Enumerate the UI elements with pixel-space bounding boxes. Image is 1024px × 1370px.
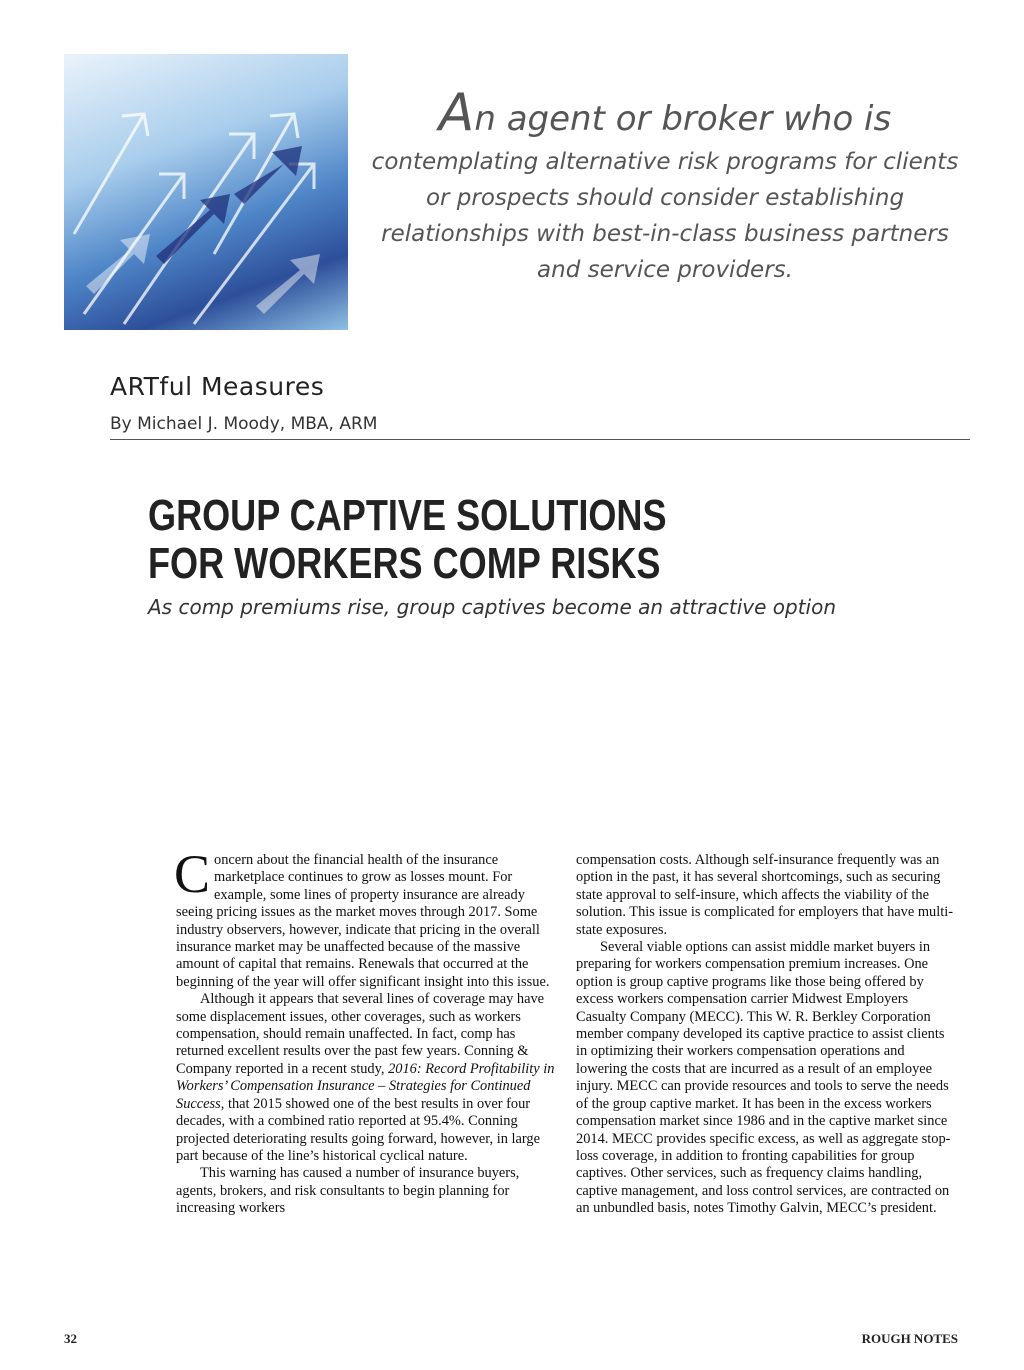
page-number: 32: [64, 1331, 77, 1346]
body-column-left: [174, 844, 556, 1218]
byline: By Michael J. Moody, MBA, ARM: [110, 414, 378, 434]
article-subhead: As comp premiums rise, group captives become an attractive option: [148, 595, 837, 619]
column-title: ARTful Measures: [110, 372, 325, 401]
body-column-right: [576, 852, 956, 1218]
paragraph: This warning has caused a number of insurance buyers, agents, brokers, and risk consultants to begin planning for increasing workers: [176, 1165, 520, 1217]
publication-name: ROUGH NOTES: [861, 1331, 958, 1346]
pull-quote-first-line: n agent or broker who is: [474, 99, 892, 139]
pull-quote: [370, 83, 960, 288]
headline-line-2: FOR WORKERS COMP RISKS: [148, 539, 661, 588]
paragraph: Concern about the financial health of the insurance marketplace continues to grow as losses mount. For example, some lines of property insurance are already seeing pricing issues as the market moves through 2017. Some industry observers, however, indicate that pricing in the overall insurance market may be unaffected because of the massive amount of capital that remains. Renewals that occurred at the beginning of the year will offer significant insight into this issue.: [174, 844, 550, 990]
drop-cap: C: [174, 844, 211, 904]
pull-quote-text: contemplating alternative risk programs for clients or prospects should consider establishing relationships with best-in-class business partners and service providers.: [371, 149, 959, 283]
paragraph: Although it appears that several lines of coverage may have some displacement issues, other coverages, such as workers compensation, should remain unaffected. In fact, comp has returned excellent results over the past few years. Conning & Company reported in a recent study, 2016: Record Profitability in Workers’ Compensation Insurance – Strategies for Continued Success, that 2015 showed one of the best results in over four decades, with a combined ratio reported at 95.4%. Conning projected deteriorating results going forward, however, in large part because of the line’s historical cyclical nature.: [176, 991, 555, 1164]
study-title: 2016: Record Profitability in Workers’ Compensation Insurance – Strategies for Continued Success: [176, 1060, 555, 1112]
headline-line-1: GROUP CAPTIVE SOLUTIONS: [148, 491, 667, 540]
pull-quote-initial: A: [438, 83, 475, 143]
article-headline: [148, 492, 722, 588]
hero-arrows-image: [64, 54, 348, 330]
paragraph: Several viable options can assist middle market buyers in preparing for workers compensation premium increases. One option is group captive programs like those being offered by excess workers compensation carrier Midwest Employers Casualty Company (MECC). This W. R. Berkley Corporation member company developed its captive practice to assist clients in optimizing their workers compensation operations and lowering the costs that are incurred as a result of an employee injury. MECC can provide resources and tools to serve the needs of the group captive market. It has been in the excess workers compensation market since 1986 and in the captive market since 2014. MECC provides specific excess, as well as aggregate stop-loss coverage, in addition to fronting capabilities for group captives. Other services, such as frequency claims handling, captive management, and loss control services, are contracted on an unbundled basis, notes Timothy Galvin, MECC’s president.: [576, 939, 951, 1217]
header-rule: [110, 439, 970, 440]
paragraph: compensation costs. Although self-insurance frequently was an option in the past, it has several shortcomings, such as securing state approval to self-insure, which affects the viability of the solution. This issue is complicated for employers that have multi-state exposures.: [576, 852, 954, 938]
